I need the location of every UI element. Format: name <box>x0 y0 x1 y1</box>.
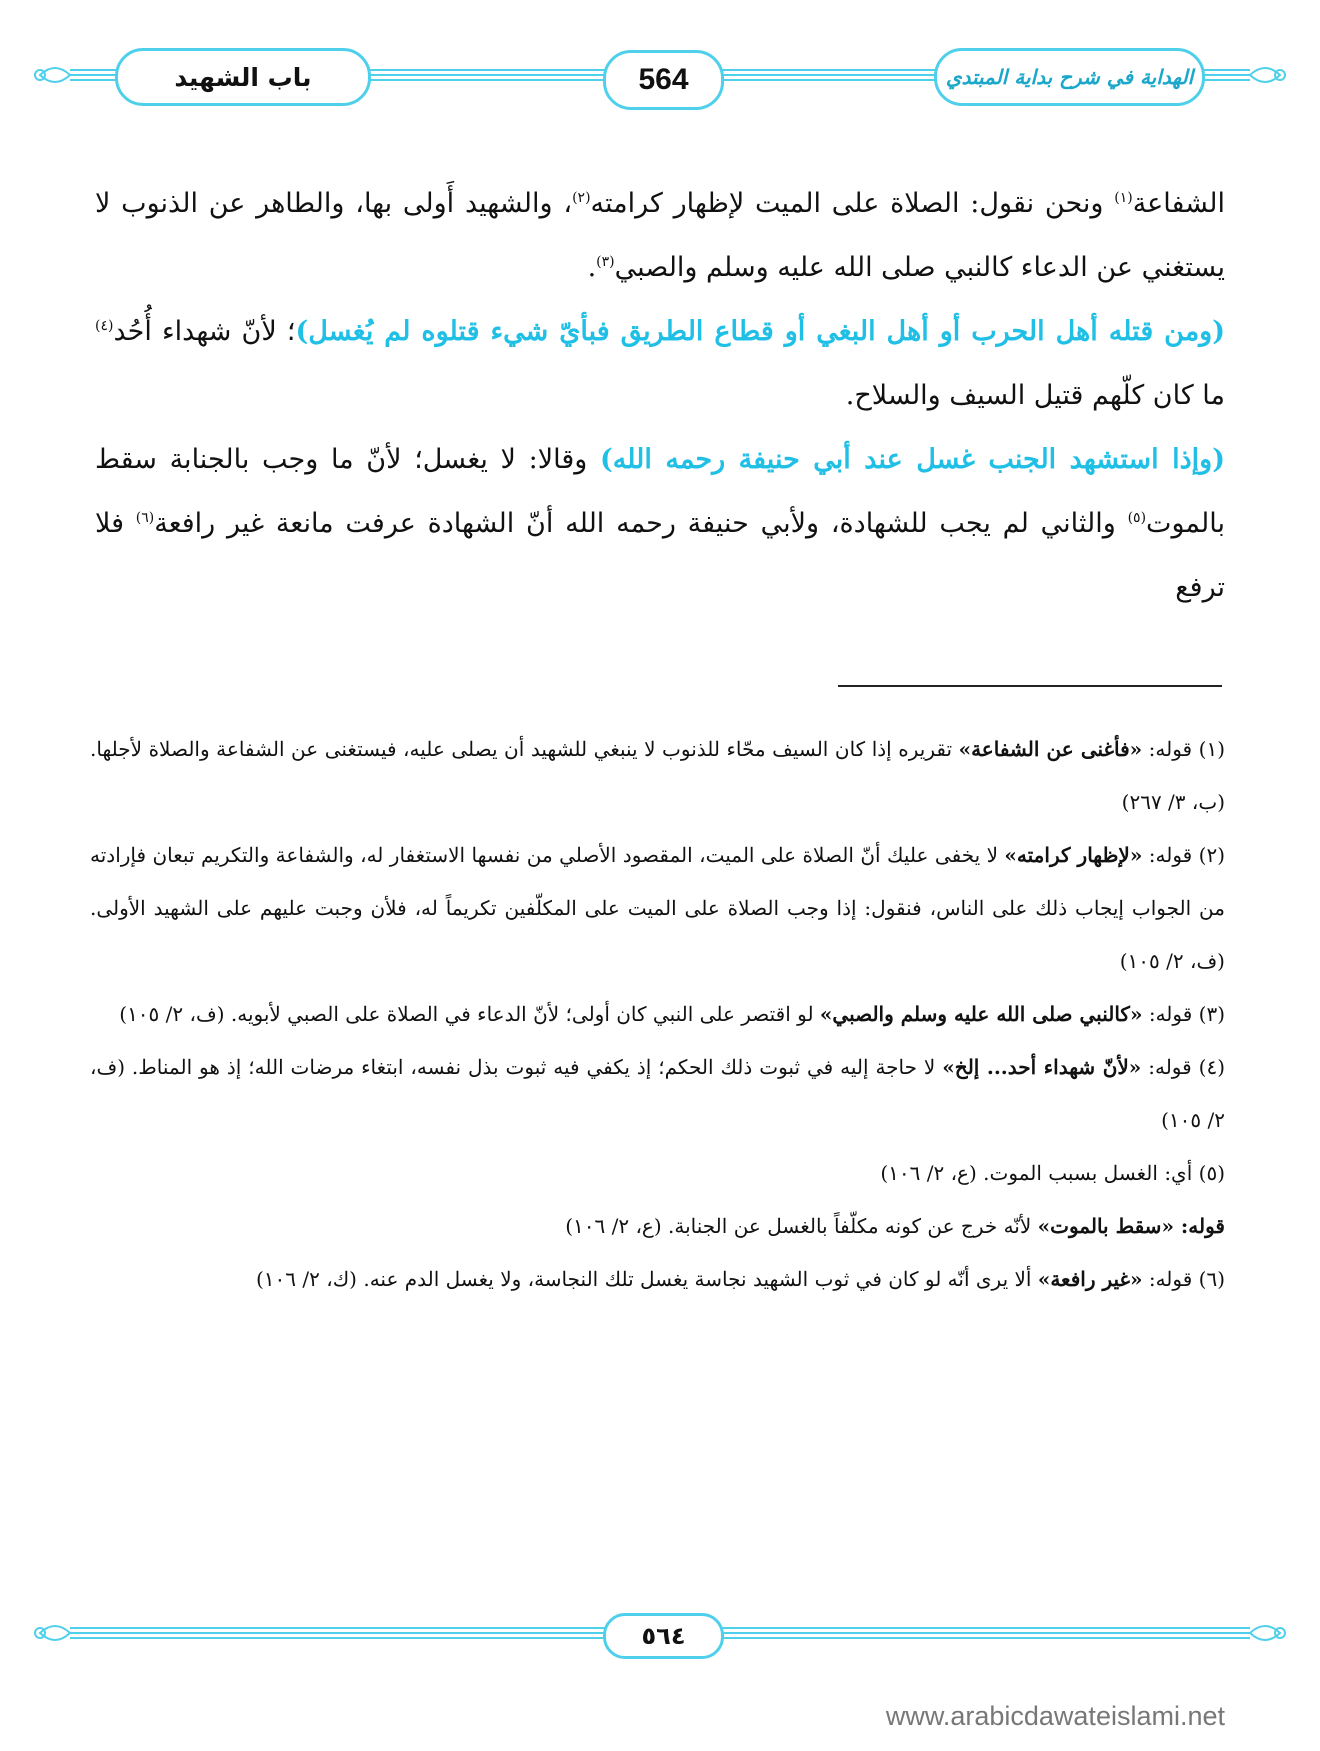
chapter-title: باب الشهيد <box>115 48 371 106</box>
footnotes <box>90 723 1225 1306</box>
page-number: 564 <box>603 50 724 110</box>
footnote-marker: (١) <box>1114 190 1133 206</box>
main-text <box>95 172 1225 620</box>
footnote-3: (٣) قوله: «كالنبي صلى الله عليه وسلم والصبي» لو اقتصر على النبي كان أولى؛ لأنّ الدعاء في الصلاة على الصبي لأبويه. (ف، ٢/ ١٠٥) <box>119 1002 1225 1026</box>
footnote-1: (١) قوله: «فأغنى عن الشفاعة» تقريره إذا كان السيف محّاء للذنوب لا ينبغي للشهيد أن يصلى عليه، فيستغنى عن الشفاعة والصلاة لأجلها. (ب، ٣/ ٢٦٧) <box>90 737 1226 814</box>
footer-page-number: ٥٦٤ <box>603 1613 724 1659</box>
footnote-5-extra: قوله: «سقط بالموت» لأنّه خرج عن كونه مكلّفاً بالغسل عن الجنابة. (ع، ٢/ ١٠٦) <box>565 1214 1225 1238</box>
footnote-6: (٦) قوله: «غير رافعة» ألا يرى أنّه لو كان في ثوب الشهيد نجاسة يغسل تلك النجاسة، ولا يغسل الدم عنه. (ك، ٢/ ١٠٦) <box>255 1267 1225 1291</box>
footnote-separator <box>838 685 1222 687</box>
footnote-marker: (٤) <box>95 318 114 334</box>
paragraph-2: (ومن قتله أهل الحرب أو أهل البغي أو قطاع الطريق فبأيّ شيء قتلوه لم يُغسل)؛ لأنّ شهداء أُحُد$^{(٤)}$ ما كان كلّهم قتيل السيف والسلاح. <box>95 316 1226 411</box>
footnote-4: (٤) قوله: «لأنّ شهداء أحد... إلخ» لا حاجة إليه في ثبوت ذلك الحكم؛ إذ يكفي فيه ثبوت بذل نفسه، ابتغاء مرضات الله؛ إذ هو المناط. (ف، ٢/ ١٠٥) <box>90 1055 1225 1132</box>
footnote-marker: (٦) <box>135 510 155 526</box>
paragraph-3: (وإذا استشهد الجنب غسل عند أبي حنيفة رحمه الله) وقالا: لا يغسل؛ لأنّ ما وجب بالجنابة سقط بالموت$^{(٥)}$ والثاني لم يجب للشهادة، ولأبي حنيفة رحمه الله أنّ الشهادة عرفت مانعة غير رافعة$^{(٦)}$ فلا ترفع <box>95 444 1225 603</box>
footnote-2: (٢) قوله: «لإظهار كرامته» لا يخفى عليك أنّ الصلاة على الميت، المقصود الأصلي من نفسها الاستغفار له، والشفاعة والتكريم تبعان فإرادته من الجواب إيجاب ذلك على الناس، فنقول: إذا وجب الصلاة على الميت على المكلّفين تكريماً له، فلأن وجبت عليهم على الشهيد الأولى. (ف، ٢/ ١٠٥) <box>90 843 1226 973</box>
book-title: الهداية في شرح بداية المبتدي <box>934 48 1205 106</box>
matn-highlight: (وإذا استشهد الجنب غسل عند أبي حنيفة رحمه الله) <box>599 444 1225 475</box>
paragraph-1: الشفاعة$^{(١)}$ ونحن نقول: الصلاة على الميت لإظهار كرامته$^{(٢)}$، والشهيد أَولى بها، والطاهر عن الذنوب لا يستغني عن الدعاء كالنبي صلى الله عليه وسلم والصبي$^{(٣)}$. <box>95 188 1225 283</box>
footnote-marker: (٢) <box>572 190 591 206</box>
footnote-marker: (٥) <box>1127 510 1147 526</box>
matn-highlight: (ومن قتله أهل الحرب أو أهل البغي أو قطاع الطريق فبأيّ شيء قتلوه لم يُغسل) <box>295 316 1226 347</box>
website-url[interactable]: www.arabicdawateislami.net <box>885 1701 1225 1731</box>
footnote-5: (٥) أي: الغسل بسبب الموت. (ع، ٢/ ١٠٦) <box>880 1161 1225 1185</box>
footnote-marker: (٣) <box>596 254 615 270</box>
